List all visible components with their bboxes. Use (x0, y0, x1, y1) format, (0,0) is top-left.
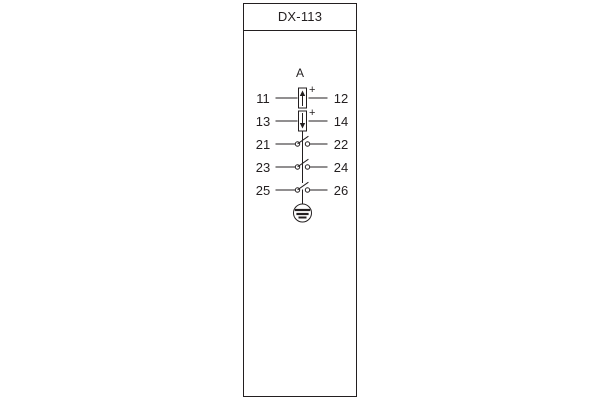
terminal-label-left-5: 25 (255, 183, 271, 198)
terminal-label-right-4: 24 (333, 160, 349, 175)
contact-point-5 (305, 188, 309, 192)
terminal-label-right-2: 14 (333, 114, 349, 129)
contact-point-3 (305, 142, 309, 146)
terminal-label-left-3: 21 (255, 137, 271, 152)
contact-point-4 (305, 165, 309, 169)
terminal-label-right-3: 22 (333, 137, 349, 152)
page-title: DX-113 (277, 9, 323, 24)
terminal-label-left-4: 23 (255, 160, 271, 175)
terminal-label-right-1: 12 (333, 91, 349, 106)
terminal-label-left-2: 13 (255, 114, 271, 129)
polarity-mark-1: + (309, 84, 316, 96)
terminal-label-right-5: 26 (333, 183, 349, 198)
terminal-group-label: A (295, 66, 304, 80)
terminal-label-left-1: 11 (256, 91, 270, 106)
polarity-mark-2: + (309, 107, 316, 119)
